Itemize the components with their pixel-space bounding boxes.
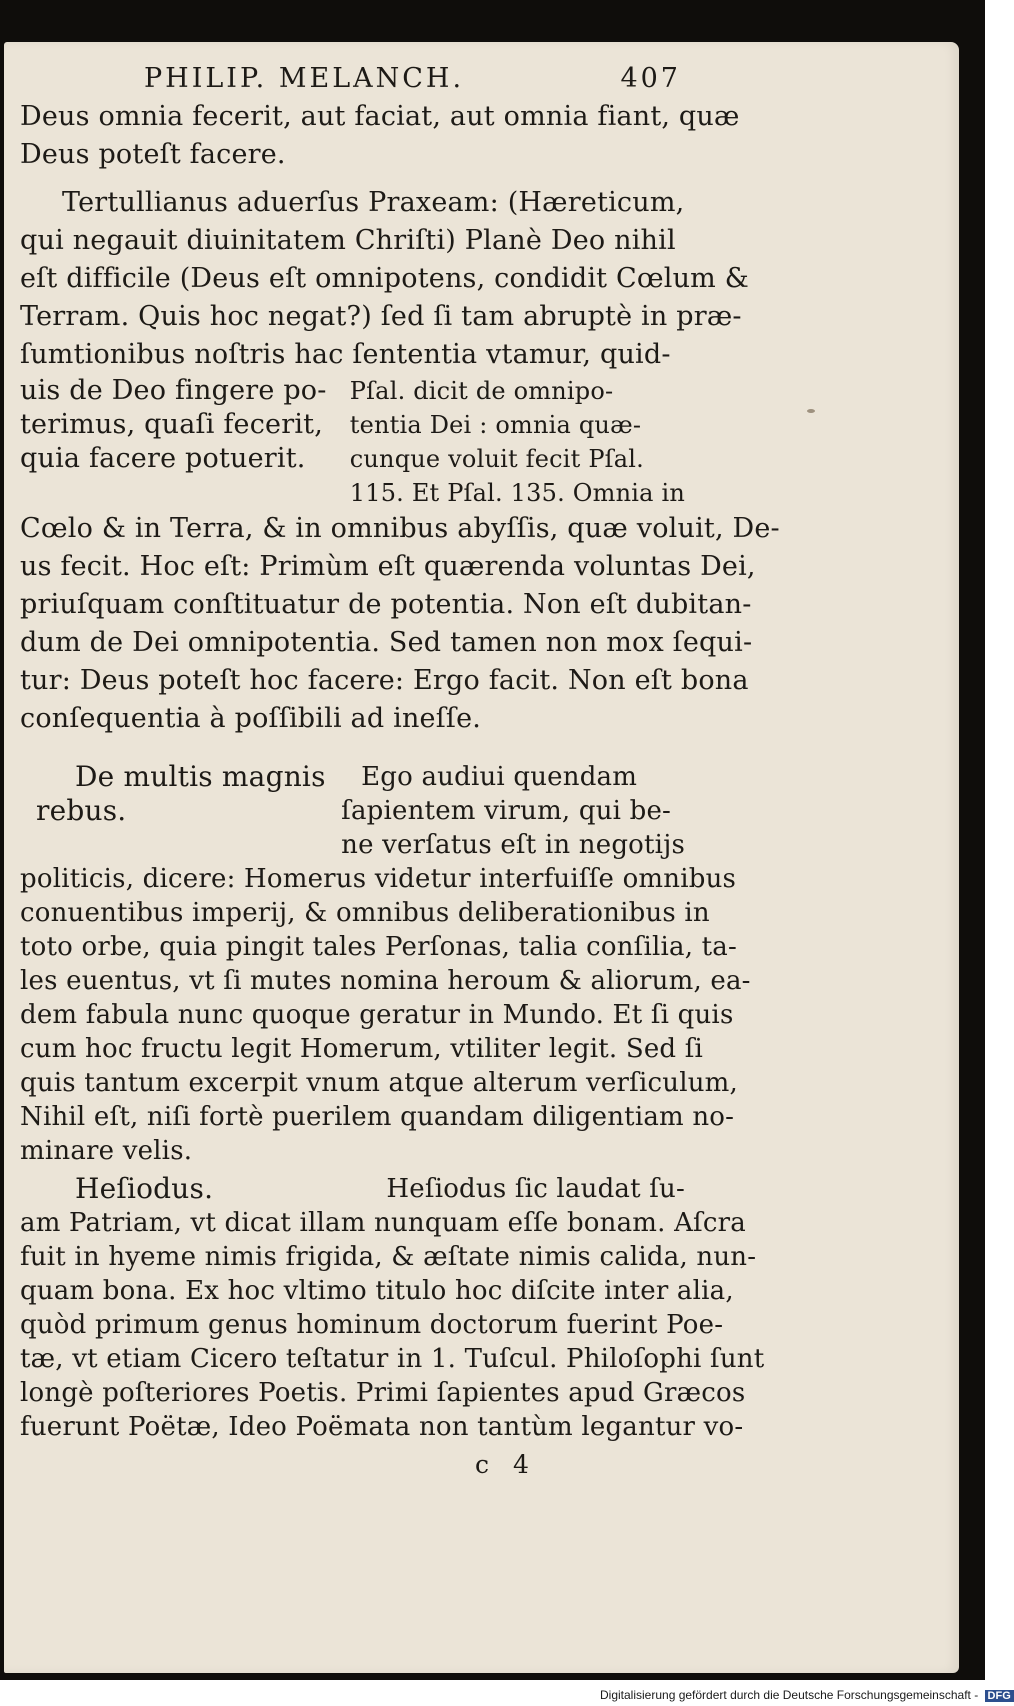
heading-line: Heſiodus.: [75, 1172, 214, 1205]
text-line: quòd primum genus hominum doctorum fuerint Poe-: [20, 1310, 724, 1340]
text-line: politicis, dicere: Homerus videtur interfuiſſe omnibus: [20, 864, 737, 894]
text-line: ſapientem virum, qui be-: [341, 796, 672, 826]
text-line: conſequentia à poſſibili ad ineſſe.: [20, 703, 482, 734]
heading-line: De multis magnis: [75, 760, 326, 793]
paragraph-tertullianus-line: Tertullianus aduerſus Praxeam: (Hæreticum,: [62, 187, 685, 218]
text-line: cunque voluit fecit Pſal.: [349, 445, 644, 473]
page-text: [20, 62, 780, 1482]
text-line: Nihil eſt, niſi fortè puerilem quandam diligentiam no-: [20, 1102, 735, 1132]
text-line: quis tantum excerpit vnum atque alterum verſiculum,: [20, 1068, 738, 1098]
running-head: [20, 62, 685, 96]
section-de-multis: [20, 760, 685, 862]
text-line: Heſiodus ſic laudat ſu-: [386, 1174, 685, 1204]
text-line: uis de Deo fingere po-: [20, 375, 327, 406]
text-line: dum de Dei omnipotentia. Sed tamen non mox ſequi-: [20, 627, 753, 658]
heading-line: rebus.: [36, 794, 127, 827]
footer-credit: [600, 1688, 1014, 1702]
paper-blemish: [807, 409, 815, 413]
text-line: fuerunt Poëtæ, Ideo Poëmata non tantùm legantur vo-: [20, 1412, 744, 1442]
dfg-logo: DFG: [985, 1690, 1014, 1702]
text-line: am Patriam, vt dicat illam nunquam eſſe bonam. Aſcra: [20, 1208, 746, 1238]
text-line: tur: Deus poteſt hoc facere: Ergo facit. Non eſt bona: [20, 665, 749, 696]
text-line: Terram. Quis hoc negat?) ſed ſi tam abruptè in præ-: [20, 301, 742, 332]
text-line: us fecit. Hoc eſt: Primùm eſt quærenda voluntas Dei,: [20, 551, 756, 582]
signature-mark: c 4: [475, 1450, 537, 1479]
text-line: ſumtionibus noſtris hac ſententia vtamur, quid-: [20, 339, 671, 370]
text-line: Deus omnia fecerit, aut faciat, aut omnia fiant, quæ: [20, 101, 740, 132]
left-column: [20, 374, 344, 510]
section-heading: [20, 1172, 386, 1206]
text-line: priuſquam conſtituatur de potentia. Non eſt dubitan-: [20, 589, 752, 620]
page-number: 407: [620, 63, 681, 94]
text-line: minare velis.: [20, 1136, 193, 1166]
text-line: ne verſatus eſt in negotijs: [341, 830, 685, 860]
text-line: Cœlo & in Terra, & in omnibus abyſſis, quæ voluit, De-: [20, 513, 780, 544]
text-line: tæ, vt etiam Cicero teſtatur in 1. Tuſcul. Philoſophi ſunt: [20, 1344, 765, 1374]
book-page: [4, 42, 959, 1673]
footer-credit-text: Digitalisierung gefördert durch die Deutsche Forschungsgemeinschaft -: [600, 1688, 979, 1702]
text-line: les euentus, vt ſi mutes nomina heroum & aliorum, ea-: [20, 966, 751, 996]
two-column-block: [20, 374, 685, 510]
text-line: eſt difficile (Deus eſt omnipotens, condidit Cœlum &: [20, 263, 749, 294]
text-line: dem fabula nunc quoque geratur in Mundo. Et ſi quis: [20, 1000, 734, 1030]
section-hesiodus: [20, 1172, 685, 1206]
section-heading: [20, 760, 335, 862]
text-line: 115. Et Pſal. 135. Omnia in: [349, 479, 685, 507]
text-line: qui negauit diuinitatem Chriſti) Planè Deo nihil: [20, 225, 676, 256]
section-intro: [335, 760, 685, 862]
text-line: cum hoc fructu legit Homerum, vtiliter legit. Sed ſi: [20, 1034, 704, 1064]
running-head-title: PHILIP. MELANCH.: [144, 63, 465, 94]
text-line: quia facere potuerit.: [20, 443, 306, 474]
text-line: quam bona. Ex hoc vltimo titulo hoc diſcite inter alia,: [20, 1276, 734, 1306]
text-line: fuit in hyeme nimis frigida, & æſtate nimis calida, nun-: [20, 1242, 757, 1272]
text-line: tentia Dei : omnia quæ-: [349, 411, 642, 439]
text-line: Pſal. dicit de omnipo-: [349, 377, 614, 405]
text-line: longè poſteriores Poetis. Primi ſapientes apud Græcos: [20, 1378, 746, 1408]
text-line: toto orbe, quia pingit tales Perſonas, talia conſilia, ta-: [20, 932, 737, 962]
psalm-note: [344, 374, 685, 510]
text-line: Ego audiui quendam: [361, 762, 638, 792]
text-line: conuentibus imperij, & omnibus deliberationibus in: [20, 898, 710, 928]
text-line: Deus poteſt facere.: [20, 139, 286, 170]
text-line: terimus, quaſi fecerit,: [20, 409, 324, 440]
